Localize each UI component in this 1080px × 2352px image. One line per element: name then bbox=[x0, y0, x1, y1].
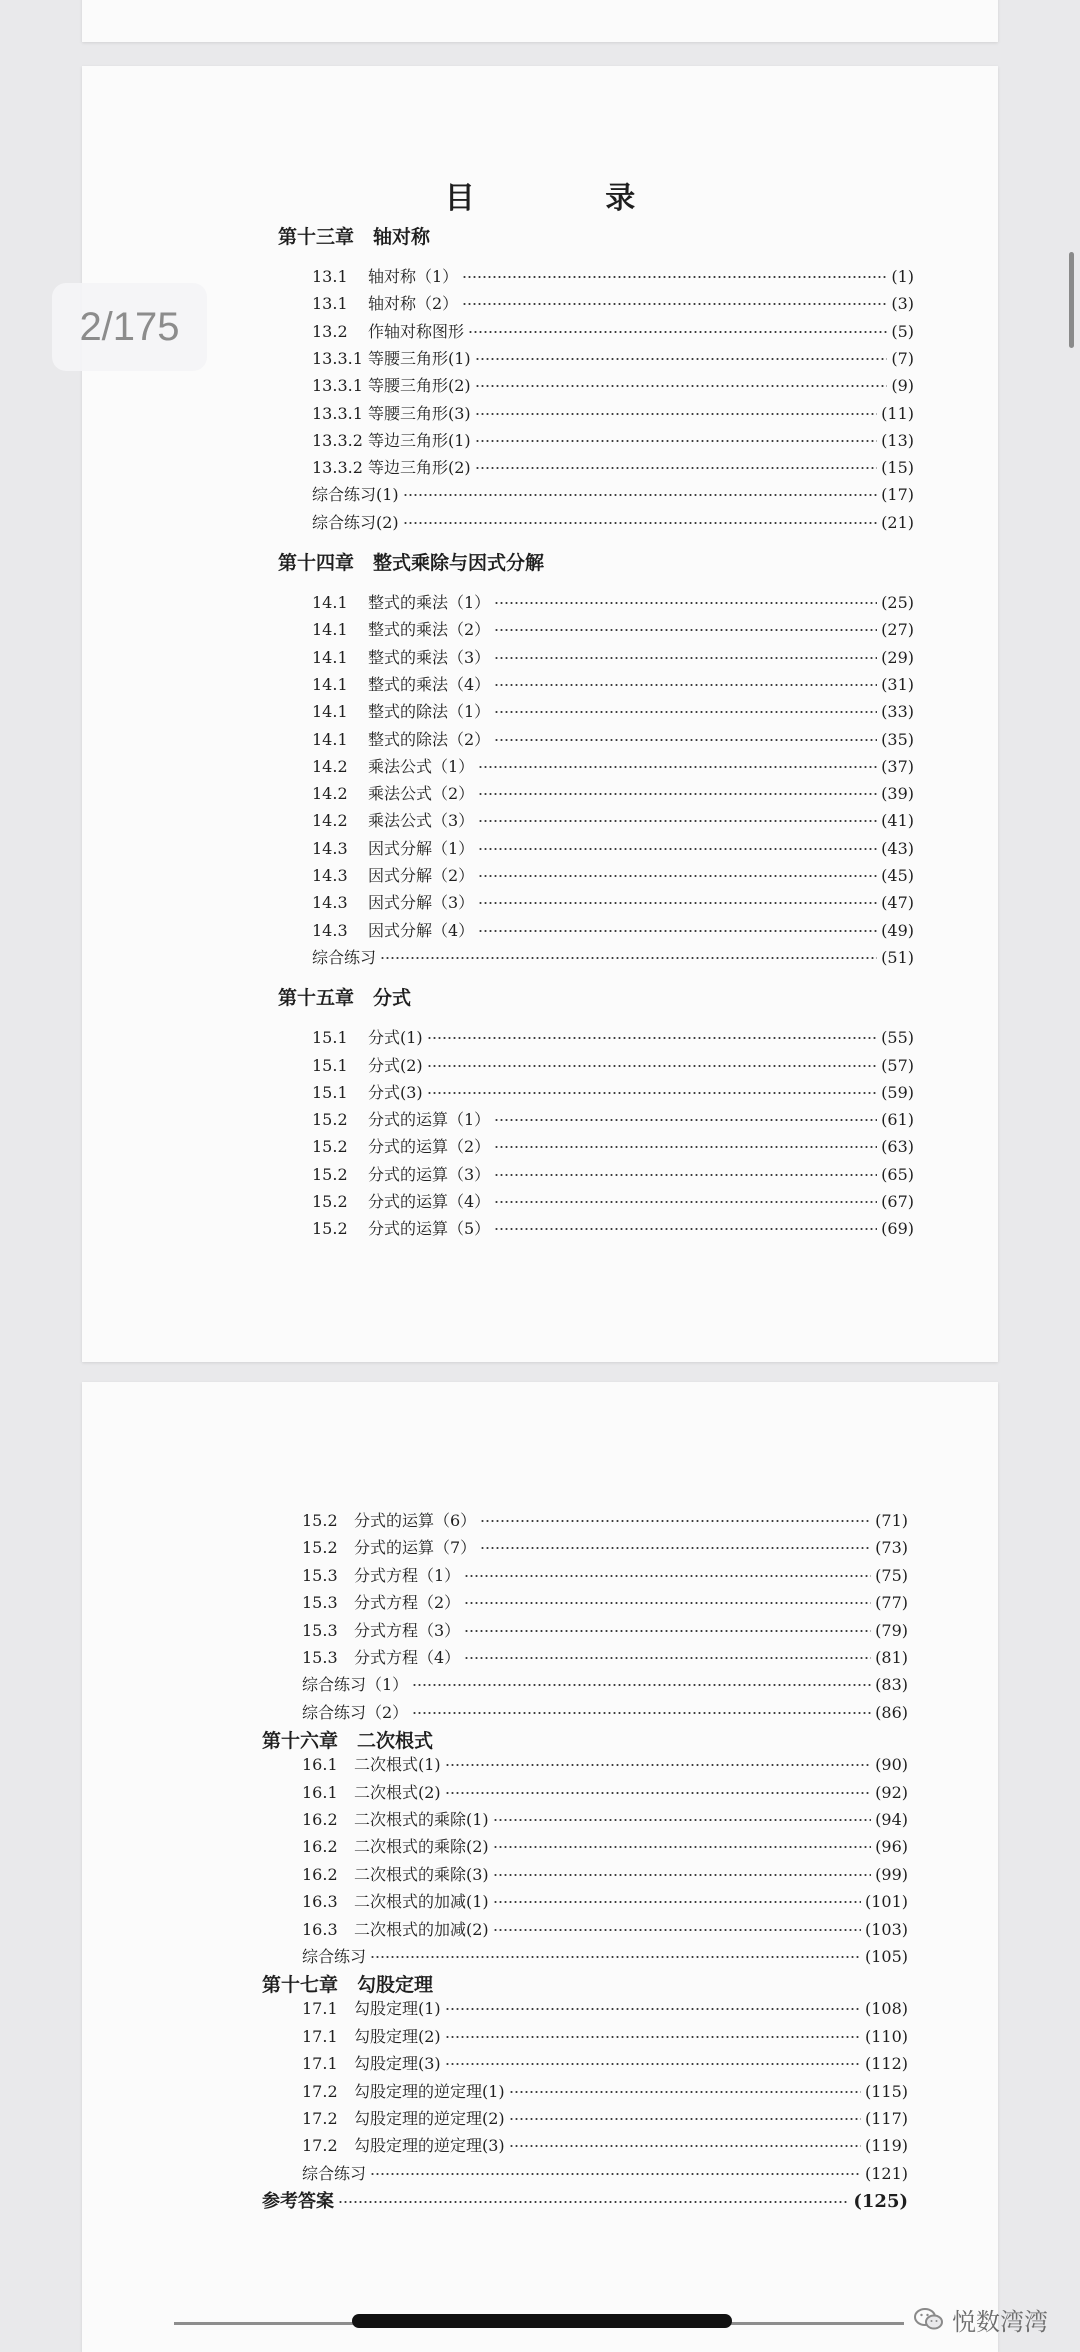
toc-entry-title: 因式分解（4） bbox=[368, 920, 475, 940]
toc-entry-title: 整式的除法（1） bbox=[368, 702, 491, 722]
toc-entry bbox=[312, 592, 914, 614]
toc-entry bbox=[302, 1782, 908, 1804]
toc-page-number: (13) bbox=[881, 430, 914, 450]
toc-entry-title: 分式(1) bbox=[368, 1028, 423, 1048]
toc-page-number: (21) bbox=[881, 512, 914, 532]
toc-entry bbox=[302, 1537, 908, 1559]
toc-leader-dots bbox=[464, 1601, 871, 1605]
toc-page-number: (75) bbox=[875, 1565, 908, 1585]
toc-leader-dots bbox=[475, 384, 888, 388]
toc-page-number: (31) bbox=[881, 674, 914, 694]
toc-page-number: (57) bbox=[881, 1055, 914, 1075]
toc-entry-title: 二次根式的乘除(1) bbox=[354, 1810, 489, 1829]
toc-leader-dots bbox=[480, 1546, 871, 1550]
toc-leader-dots bbox=[475, 412, 877, 416]
toc-entry-title: 勾股定理的逆定理(1) bbox=[354, 2081, 505, 2101]
toc-page-number: (92) bbox=[875, 1782, 908, 1802]
toc-entry bbox=[312, 1191, 914, 1213]
toc-section-number: 14.1 bbox=[312, 674, 348, 694]
toc-section-number: 15.2 bbox=[302, 1511, 338, 1530]
toc-entry bbox=[312, 810, 914, 832]
toc-entry bbox=[302, 1565, 908, 1587]
toc-entry-title: 乘法公式（2） bbox=[368, 784, 475, 804]
toc-leader-dots bbox=[494, 1118, 877, 1122]
toc-section-number: 16.3 bbox=[302, 1892, 338, 1912]
toc-page-number: (73) bbox=[875, 1538, 908, 1558]
toc-leader-dots bbox=[493, 1900, 861, 1904]
toc-page-number: (11) bbox=[881, 403, 914, 423]
toc-leader-dots bbox=[494, 1200, 877, 1204]
toc-leader-dots bbox=[478, 792, 877, 796]
toc-entry bbox=[312, 647, 914, 669]
toc-page-number: (43) bbox=[881, 838, 914, 858]
toc-section-number: 16.2 bbox=[302, 1864, 338, 1884]
toc-entry bbox=[302, 1647, 908, 1669]
toc-leader-dots bbox=[494, 628, 877, 632]
toc-page-number: (90) bbox=[875, 1755, 908, 1775]
toc-leader-dots bbox=[370, 1955, 861, 1959]
toc-entry-title: 整式的除法（2） bbox=[368, 729, 491, 749]
toc-section-number: 14.1 bbox=[312, 647, 348, 667]
toc-entry bbox=[302, 1864, 908, 1886]
toc-entry-title: 等腰三角形(2) bbox=[368, 376, 471, 396]
toc-page-number: (33) bbox=[881, 702, 914, 722]
toc-leader-dots bbox=[494, 710, 877, 714]
toc-page-number: (49) bbox=[881, 920, 914, 940]
toc-entry bbox=[312, 266, 914, 288]
toc-entry bbox=[312, 1164, 914, 1186]
toc-leader-dots bbox=[493, 1873, 871, 1877]
toc-entry bbox=[302, 2135, 908, 2157]
toc-section-number: 15.1 bbox=[312, 1028, 348, 1048]
toc-section-number: 16.2 bbox=[302, 1837, 338, 1857]
toc-entry-title: 综合练习 bbox=[302, 1947, 367, 1966]
toc-entry bbox=[312, 512, 914, 534]
toc-page-number: (45) bbox=[881, 866, 914, 885]
toc-section-number: 15.1 bbox=[312, 1082, 348, 1102]
toc-page-number: (61) bbox=[881, 1110, 914, 1130]
toc-entry bbox=[312, 756, 914, 778]
toc-leader-dots bbox=[445, 1763, 871, 1767]
toc-entry-title: 分式(2) bbox=[368, 1055, 423, 1075]
toc-entry-title: 乘法公式（1） bbox=[368, 756, 475, 776]
toc-page-number: (35) bbox=[881, 729, 914, 749]
toc-leader-dots bbox=[370, 2172, 861, 2176]
toc-leader-dots bbox=[494, 1173, 877, 1177]
page-counter-badge: 2/175 bbox=[52, 283, 207, 371]
toc-entry-title: 二次根式的加减(2) bbox=[354, 1919, 489, 1939]
toc-entry bbox=[312, 1055, 914, 1077]
toc-page-number: (1) bbox=[891, 267, 914, 286]
toc-entry bbox=[302, 1946, 908, 1968]
toc-section-number: 14.1 bbox=[312, 702, 348, 722]
toc-entry-title: 等边三角形(1) bbox=[368, 430, 471, 450]
toc-entry-title: 分式方程（1） bbox=[354, 1565, 461, 1585]
toc-leader-dots bbox=[494, 738, 877, 742]
toc-section-number: 17.2 bbox=[302, 2136, 338, 2156]
watermark bbox=[914, 2306, 1048, 2336]
toc-leader-dots bbox=[380, 956, 877, 960]
toc-page-number: (55) bbox=[881, 1028, 914, 1048]
toc-entry bbox=[312, 321, 914, 343]
toc-section-number: 17.2 bbox=[302, 2109, 338, 2128]
toc-entry bbox=[312, 457, 914, 479]
document-page-2 bbox=[82, 1382, 998, 2352]
toc-entry-title: 等边三角形(2) bbox=[368, 458, 471, 478]
toc-leader-dots bbox=[427, 1036, 877, 1040]
toc-entry-title: 勾股定理的逆定理(2) bbox=[354, 2109, 505, 2128]
toc-leader-dots bbox=[509, 2090, 861, 2094]
toc-page-number: (9) bbox=[891, 376, 914, 396]
toc-page-number: (17) bbox=[881, 485, 914, 505]
toc-leader-dots bbox=[478, 847, 877, 851]
toc-page-number: (86) bbox=[875, 1702, 908, 1722]
toc-leader-dots bbox=[493, 1928, 861, 1932]
toc-page-number: (96) bbox=[875, 1837, 908, 1857]
toc-entry-title: 因式分解（1） bbox=[368, 838, 475, 858]
toc-leader-dots bbox=[464, 1629, 871, 1633]
toc-section-number: 16.2 bbox=[302, 1810, 338, 1829]
toc-section-number: 14.1 bbox=[312, 620, 348, 640]
toc-leader-dots bbox=[509, 2144, 861, 2148]
toc-entry bbox=[302, 2163, 908, 2185]
toc-section-number: 15.3 bbox=[302, 1593, 338, 1613]
toc-page-number: (79) bbox=[875, 1620, 908, 1640]
toc-section-number: 15.3 bbox=[302, 1648, 338, 1667]
toc-entry-title: 综合练习 bbox=[312, 947, 377, 967]
toc-page-number: (15) bbox=[881, 458, 914, 478]
toc-page-number: (37) bbox=[881, 756, 914, 776]
toc-section-number: 16.3 bbox=[302, 1919, 338, 1939]
toc-entry bbox=[312, 674, 914, 696]
toc-section-number: 13.2 bbox=[312, 321, 348, 341]
toc-page-number: (94) bbox=[875, 1810, 908, 1829]
toc-entry bbox=[312, 865, 914, 887]
toc-leader-dots bbox=[403, 521, 877, 525]
toc-page-number: (51) bbox=[881, 947, 914, 967]
toc-chapter-title: 第十三章 轴对称 bbox=[278, 226, 431, 248]
toc-page-number: (110) bbox=[864, 2026, 908, 2046]
toc-section-number: 13.3.2 bbox=[312, 458, 363, 478]
toc-entry-title: 分式的运算（4） bbox=[368, 1192, 491, 1211]
toc-page-number: (69) bbox=[881, 1219, 914, 1239]
toc-entry-title: 分式的运算（3） bbox=[368, 1164, 491, 1184]
toc-entry-title: 分式的运算（7） bbox=[354, 1538, 477, 1558]
toc-entry bbox=[312, 838, 914, 860]
toc-entry bbox=[302, 1998, 908, 2020]
toc-section-number: 16.1 bbox=[302, 1782, 338, 1802]
toc-entry bbox=[312, 1218, 914, 1240]
toc-page-number: (108) bbox=[864, 1999, 908, 2019]
toc-page-number: (112) bbox=[864, 2054, 908, 2074]
toc-section-number: 13.1 bbox=[312, 294, 348, 314]
toc-entry-title: 分式(3) bbox=[368, 1082, 423, 1102]
toc-leader-dots bbox=[493, 1845, 871, 1849]
toc-page-number: (59) bbox=[881, 1082, 914, 1102]
toc-section-number: 17.1 bbox=[302, 2026, 338, 2046]
toc-page-number: (67) bbox=[881, 1192, 914, 1211]
toc-section-number: 14.3 bbox=[312, 920, 348, 940]
document-page-1 bbox=[82, 66, 998, 1362]
toc-leader-dots bbox=[412, 1683, 871, 1687]
toc-page-number: (81) bbox=[875, 1648, 908, 1667]
toc-leader-dots bbox=[509, 2117, 861, 2121]
toc-entry bbox=[302, 1919, 908, 1941]
toc-leader-dots bbox=[464, 1656, 871, 1660]
toc-page-number: (101) bbox=[864, 1892, 908, 1912]
toc-leader-dots bbox=[475, 357, 888, 361]
toc-entry-title: 二次根式的乘除(3) bbox=[354, 1864, 489, 1884]
toc-entry bbox=[312, 619, 914, 641]
toc-section-number: 15.2 bbox=[312, 1137, 348, 1157]
toc-entry-title: 综合练习（2） bbox=[302, 1702, 409, 1722]
toc-entry-title: 二次根式(2) bbox=[354, 1782, 441, 1802]
toc-leader-dots bbox=[478, 819, 877, 823]
toc-section-number: 17.1 bbox=[302, 1999, 338, 2019]
toc-chapter-row bbox=[262, 2191, 908, 2213]
toc-entry bbox=[302, 1620, 908, 1642]
toc-entry-title: 综合练习 bbox=[302, 2163, 367, 2183]
toc-title: 目 录 bbox=[444, 181, 696, 216]
toc-section-number: 14.3 bbox=[312, 838, 348, 858]
toc-leader-dots bbox=[427, 1091, 877, 1095]
toc-leader-dots bbox=[494, 1145, 877, 1149]
toc-entry bbox=[312, 783, 914, 805]
toc-section-number: 13.3.1 bbox=[312, 376, 363, 396]
toc-entry-title: 整式的乘法（1） bbox=[368, 593, 491, 612]
toc-section-number: 14.2 bbox=[312, 811, 348, 831]
toc-section-number: 15.2 bbox=[312, 1164, 348, 1184]
toc-entry bbox=[302, 2081, 908, 2103]
toc-leader-dots bbox=[478, 874, 877, 878]
toc-entry-title: 整式的乘法（2） bbox=[368, 620, 491, 640]
toc-entry bbox=[302, 1836, 908, 1858]
toc-entry bbox=[312, 729, 914, 751]
toc-leader-dots bbox=[445, 2007, 861, 2011]
toc-entry-title: 分式方程（2） bbox=[354, 1593, 461, 1613]
toc-page-number: (119) bbox=[864, 2136, 908, 2156]
toc-entry bbox=[302, 1702, 908, 1724]
toc-section-number: 15.2 bbox=[312, 1192, 348, 1211]
toc-page-number: (121) bbox=[864, 2163, 908, 2183]
toc-section-number: 13.3.1 bbox=[312, 348, 363, 368]
toc-leader-dots bbox=[445, 1791, 871, 1795]
toc-entry bbox=[312, 1109, 914, 1131]
toc-page-number: (99) bbox=[875, 1864, 908, 1884]
toc-entry bbox=[312, 430, 914, 452]
toc-section-number: 17.2 bbox=[302, 2081, 338, 2101]
toc-page-number: (71) bbox=[875, 1511, 908, 1530]
toc-section-number: 14.1 bbox=[312, 729, 348, 749]
toc-leader-dots bbox=[475, 439, 877, 443]
toc-entry bbox=[302, 1754, 908, 1776]
toc-leader-dots bbox=[494, 601, 877, 605]
toc-entry-title: 综合练习(1) bbox=[312, 485, 399, 505]
toc-entry bbox=[302, 1809, 908, 1831]
toc-entry-title: 分式的运算（2） bbox=[368, 1137, 491, 1157]
toc-leader-dots bbox=[478, 901, 877, 905]
toc-entry-title: 勾股定理(2) bbox=[354, 2026, 441, 2046]
toc-section-number: 16.1 bbox=[302, 1755, 338, 1775]
toc-entry-title: 分式的运算（6） bbox=[354, 1511, 477, 1530]
toc-entry-title: 等腰三角形(1) bbox=[368, 348, 471, 368]
toc-leader-dots bbox=[427, 1064, 877, 1068]
toc-leader-dots bbox=[462, 302, 887, 306]
toc-leader-dots bbox=[494, 656, 877, 660]
toc-leader-dots bbox=[338, 2200, 849, 2204]
toc-leader-dots bbox=[412, 1711, 871, 1715]
wechat-icon bbox=[914, 2307, 944, 2331]
toc-entry-title: 轴对称（2） bbox=[368, 294, 459, 314]
toc-leader-dots bbox=[445, 2035, 861, 2039]
toc-page-number: (25) bbox=[881, 593, 914, 612]
toc-entry-title: 分式的运算（5） bbox=[368, 1219, 491, 1239]
toc-entry bbox=[302, 1592, 908, 1614]
toc-leader-dots bbox=[493, 1818, 871, 1822]
toc-entry-title: 整式的乘法（4） bbox=[368, 674, 491, 694]
toc-section-number: 15.2 bbox=[302, 1538, 338, 1558]
toc-entry bbox=[312, 403, 914, 425]
toc-section-number: 14.2 bbox=[312, 756, 348, 776]
toc-entry-title: 分式方程（4） bbox=[354, 1648, 461, 1667]
toc-leader-dots bbox=[468, 330, 887, 334]
toc-chapter-title: 第十四章 整式乘除与因式分解 bbox=[278, 552, 545, 574]
toc-page-number: (29) bbox=[881, 647, 914, 667]
toc-entry-title: 综合练习(2) bbox=[312, 512, 399, 532]
toc-page-number: (5) bbox=[891, 321, 914, 341]
toc-leader-dots bbox=[478, 765, 877, 769]
toc-section-number: 13.3.1 bbox=[312, 403, 363, 423]
toc-entry bbox=[312, 375, 914, 397]
toc-section-number: 15.3 bbox=[302, 1620, 338, 1640]
toc-entry-title: 轴对称（1） bbox=[368, 267, 459, 286]
toc-section-number: 15.1 bbox=[312, 1055, 348, 1075]
toc-leader-dots bbox=[478, 929, 877, 933]
toc-page-number: (47) bbox=[881, 893, 914, 913]
toc-entry bbox=[312, 1082, 914, 1104]
toc-section-number: 17.1 bbox=[302, 2054, 338, 2074]
toc-entry bbox=[302, 1891, 908, 1913]
toc-entry bbox=[312, 1136, 914, 1158]
toc-entry-title: 二次根式的加减(1) bbox=[354, 1892, 489, 1912]
toc-entry-title: 二次根式(1) bbox=[354, 1755, 441, 1775]
toc-section-number: 14.1 bbox=[312, 593, 348, 612]
toc-section-number: 14.3 bbox=[312, 866, 348, 885]
toc-chapter-title: 第十七章 勾股定理 bbox=[262, 1974, 434, 1997]
toc-section-number: 15.2 bbox=[312, 1219, 348, 1239]
toc-page-number: (65) bbox=[881, 1164, 914, 1184]
toc-entry bbox=[302, 1674, 908, 1696]
toc-page-number: (117) bbox=[864, 2109, 908, 2128]
toc-leader-dots bbox=[462, 275, 887, 279]
toc-section-number: 13.3.2 bbox=[312, 430, 363, 450]
toc-leader-dots bbox=[480, 1519, 871, 1523]
toc-section-number: 13.1 bbox=[312, 267, 348, 286]
toc-page-number: (105) bbox=[864, 1947, 908, 1966]
toc-section-number: 15.2 bbox=[312, 1110, 348, 1130]
toc-leader-dots bbox=[403, 493, 877, 497]
toc-page-number: (83) bbox=[875, 1675, 908, 1695]
toc-entry-title: 等腰三角形(3) bbox=[368, 403, 471, 423]
toc-entry bbox=[312, 1027, 914, 1049]
toc-page-number: (125) bbox=[853, 2191, 908, 2213]
toc-entry-title: 勾股定理的逆定理(3) bbox=[354, 2136, 505, 2156]
toc-chapter-title: 第十五章 分式 bbox=[278, 987, 412, 1010]
toc-entry bbox=[302, 1510, 908, 1532]
toc-section-number: 15.3 bbox=[302, 1565, 338, 1585]
toc-page-number: (39) bbox=[881, 784, 914, 804]
toc-leader-dots bbox=[475, 466, 877, 470]
toc-entry-title: 勾股定理(1) bbox=[354, 1999, 441, 2019]
toc-leader-dots bbox=[494, 1227, 877, 1231]
toc-entry bbox=[312, 947, 914, 969]
toc-leader-dots bbox=[445, 2062, 861, 2066]
toc-entry bbox=[312, 892, 914, 914]
toc-leader-dots bbox=[464, 1574, 871, 1578]
toc-entry-title: 因式分解（3） bbox=[368, 893, 475, 913]
scrollbar-thumb[interactable] bbox=[1069, 252, 1074, 348]
toc-entry bbox=[312, 701, 914, 723]
toc-chapter-title: 参考答案 bbox=[262, 2191, 334, 2213]
toc-page-number: (7) bbox=[891, 348, 914, 368]
document-page-previous bbox=[82, 0, 998, 42]
toc-entry bbox=[302, 2108, 908, 2130]
toc-entry bbox=[312, 484, 914, 506]
toc-entry-title: 勾股定理(3) bbox=[354, 2054, 441, 2074]
toc-page-number: (27) bbox=[881, 620, 914, 640]
toc-section-number: 14.2 bbox=[312, 784, 348, 804]
toc-entry bbox=[302, 2026, 908, 2048]
toc-section-number: 14.3 bbox=[312, 893, 348, 913]
toc-entry bbox=[312, 348, 914, 370]
toc-entry bbox=[302, 2053, 908, 2075]
toc-entry-title: 综合练习（1） bbox=[302, 1675, 409, 1695]
toc-entry-title: 乘法公式（3） bbox=[368, 811, 475, 831]
toc-leader-dots bbox=[494, 683, 877, 687]
toc-page-number: (41) bbox=[881, 811, 914, 831]
toc-page-number: (3) bbox=[891, 294, 914, 314]
toc-entry-title: 分式方程（3） bbox=[354, 1620, 461, 1640]
home-indicator[interactable] bbox=[352, 2314, 732, 2328]
toc-chapter-title: 第十六章 二次根式 bbox=[262, 1730, 434, 1753]
toc-entry-title: 作轴对称图形 bbox=[368, 321, 465, 341]
toc-page-number: (77) bbox=[875, 1593, 908, 1613]
toc-entry bbox=[312, 920, 914, 942]
toc-page-number: (103) bbox=[864, 1919, 908, 1939]
toc-entry-title: 分式的运算（1） bbox=[368, 1110, 491, 1130]
toc-page-number: (63) bbox=[881, 1137, 914, 1157]
toc-page-number: (115) bbox=[864, 2081, 908, 2101]
toc-entry-title: 因式分解（2） bbox=[368, 866, 475, 885]
toc-entry bbox=[312, 293, 914, 315]
watermark-text: 悦数湾湾 bbox=[952, 2307, 1048, 2336]
toc-entry-title: 整式的乘法（3） bbox=[368, 647, 491, 667]
toc-entry-title: 二次根式的乘除(2) bbox=[354, 1837, 489, 1857]
